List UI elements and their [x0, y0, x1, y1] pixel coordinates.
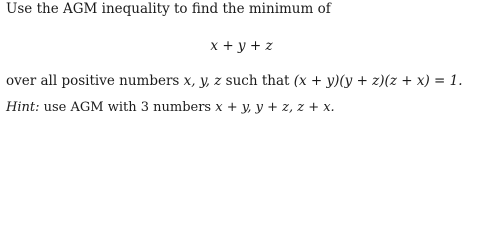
- constraint-equation: (x + y)(y + z)(z + x) = 1.: [293, 73, 463, 89]
- hint-label: Hint:: [6, 100, 40, 115]
- condition-mid: such that: [221, 73, 294, 89]
- hint-terms: x + y, y + z, z + x.: [215, 100, 335, 115]
- hint-line: [6, 99, 335, 117]
- expression-text: x + y + z: [210, 38, 273, 54]
- problem-intro: [6, 0, 331, 18]
- variables-list: x, y, z: [183, 73, 222, 89]
- intro-text: Use the AGM inequality to find the minimum of: [6, 1, 331, 17]
- problem-condition: [6, 72, 462, 90]
- condition-prefix: over all positive numbers: [6, 73, 184, 89]
- objective-expression: [0, 37, 483, 55]
- hint-text: use AGM with 3 numbers: [39, 100, 216, 115]
